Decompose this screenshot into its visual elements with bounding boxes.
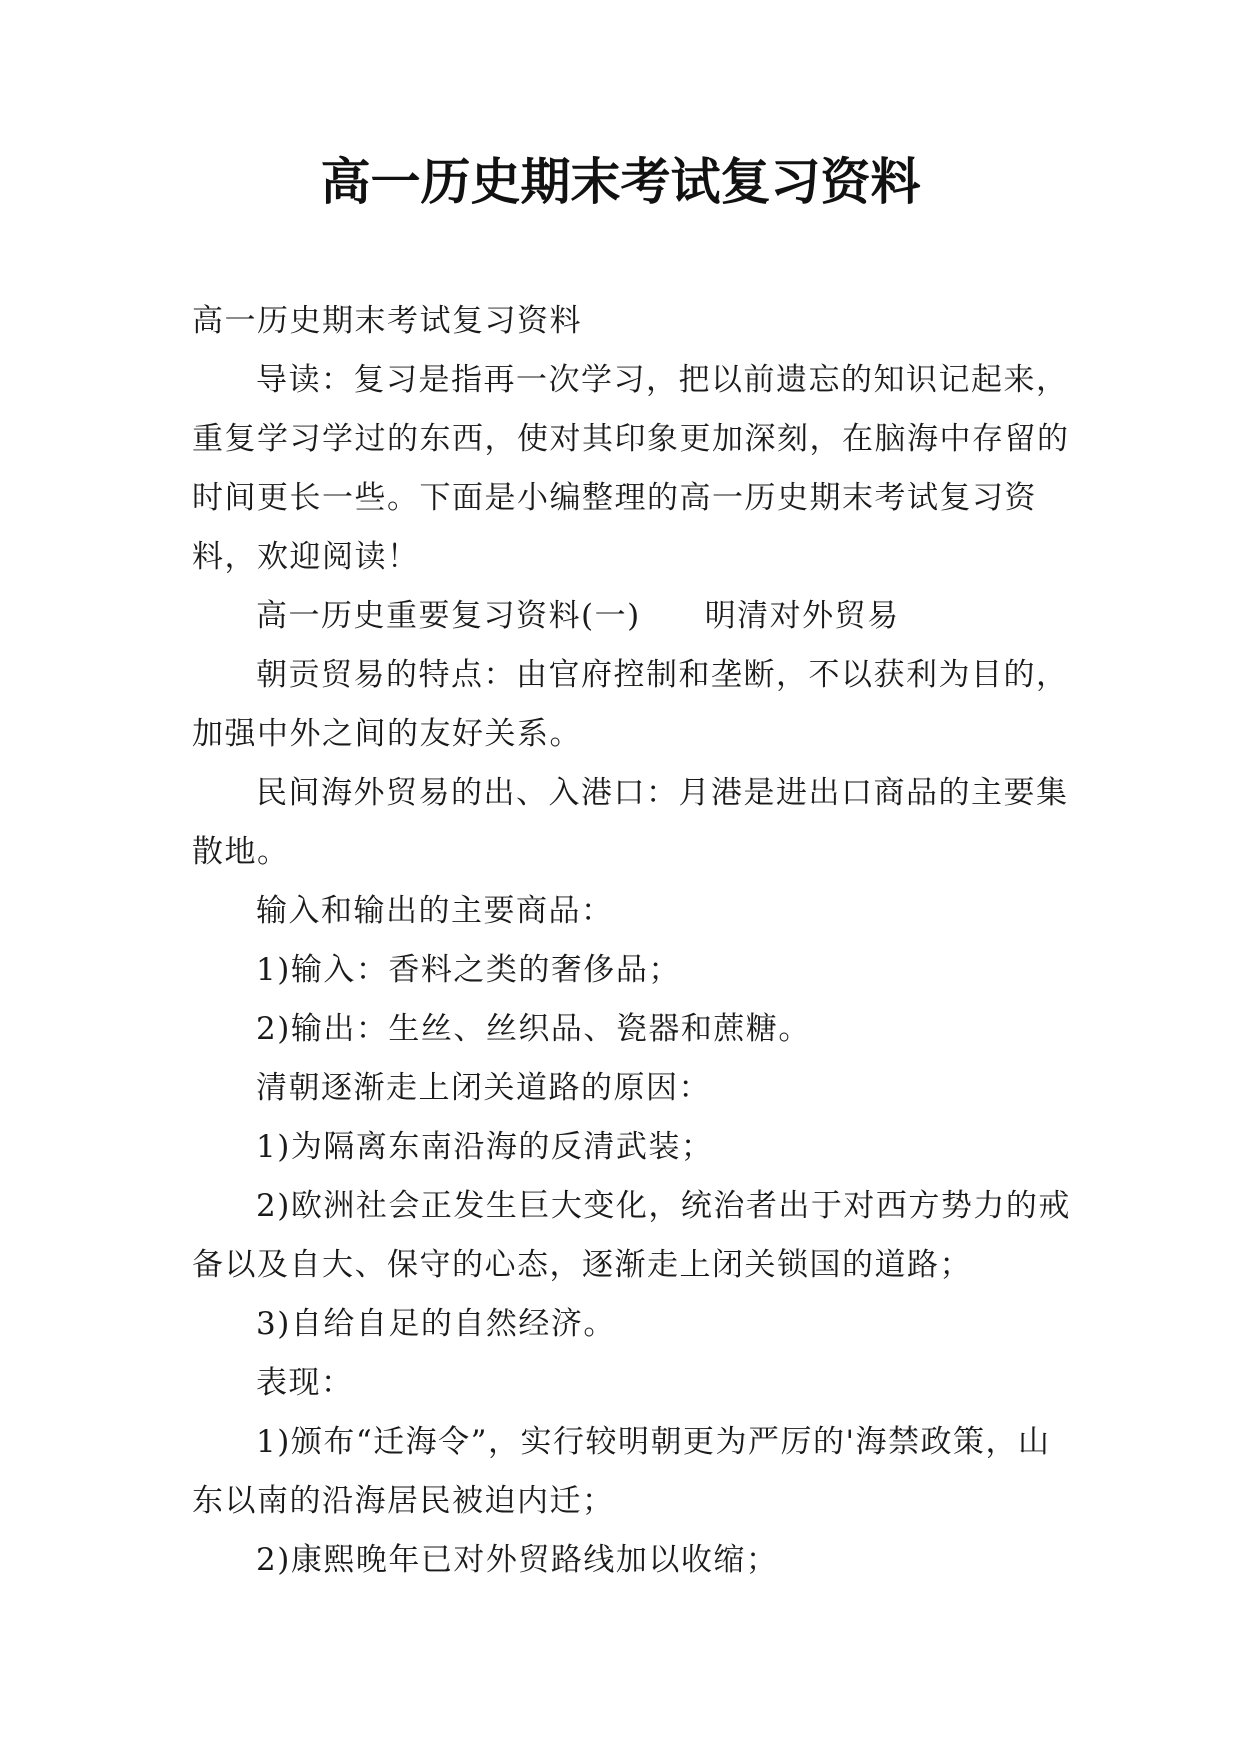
paragraph-exports: 2)输出：生丝、丝织品、瓷器和蔗糖。 — [256, 1011, 811, 1047]
paragraph-manifest-1: 1)颁布“迁海令”，实行较明朝更为严厉的'海禁政策，山东以南的沿海居民被迫内迁； — [192, 1424, 1051, 1519]
paragraph-ports: 民间海外贸易的出、入港口：月港是进出口商品的主要集散地。 — [192, 775, 1069, 870]
section-title: 高一历史重要复习资料(一) — [256, 598, 641, 634]
intro-paragraph: 导读：复习是指再一次学习，把以前遗忘的知识记起来，重复学习学过的东西，使对其印象更加深刻，在脑海中存留的时间更长一些。下面是小编整理的高一历史期末考试复习资料，欢迎阅读！ — [192, 362, 1070, 575]
paragraph-reason-2: 2)欧洲社会正发生巨大变化，统治者出于对西方势力的戒备以及自大、保守的心态，逐渐走上闭关锁国的道路； — [192, 1188, 1071, 1283]
section-heading — [192, 587, 1072, 646]
paragraph-reason-3: 3)自给自足的自然经济。 — [256, 1306, 616, 1342]
paragraph-manifest-2: 2)康熙晚年已对外贸路线加以收缩； — [256, 1542, 779, 1578]
paragraph-goods-heading: 输入和输出的主要商品： — [256, 893, 614, 929]
subtitle: 高一历史期末考试复习资料 — [192, 303, 582, 339]
document-body — [192, 292, 1072, 1590]
paragraph-manifest-heading: 表现： — [256, 1365, 354, 1401]
paragraph-tribute-trade: 朝贡贸易的特点：由官府控制和垄断，不以获利为目的，加强中外之间的友好关系。 — [192, 657, 1069, 752]
paragraph-imports: 1)输入：香料之类的奢侈品； — [256, 952, 681, 988]
document-title: 高一历史期末考试复习资料 — [320, 152, 921, 211]
paragraph-reason-1: 1)为隔离东南沿海的反清武装； — [256, 1129, 714, 1165]
section-topic: 明清对外贸易 — [704, 598, 900, 634]
paragraph-reasons-heading: 清朝逐渐走上闭关道路的原因： — [256, 1070, 711, 1106]
